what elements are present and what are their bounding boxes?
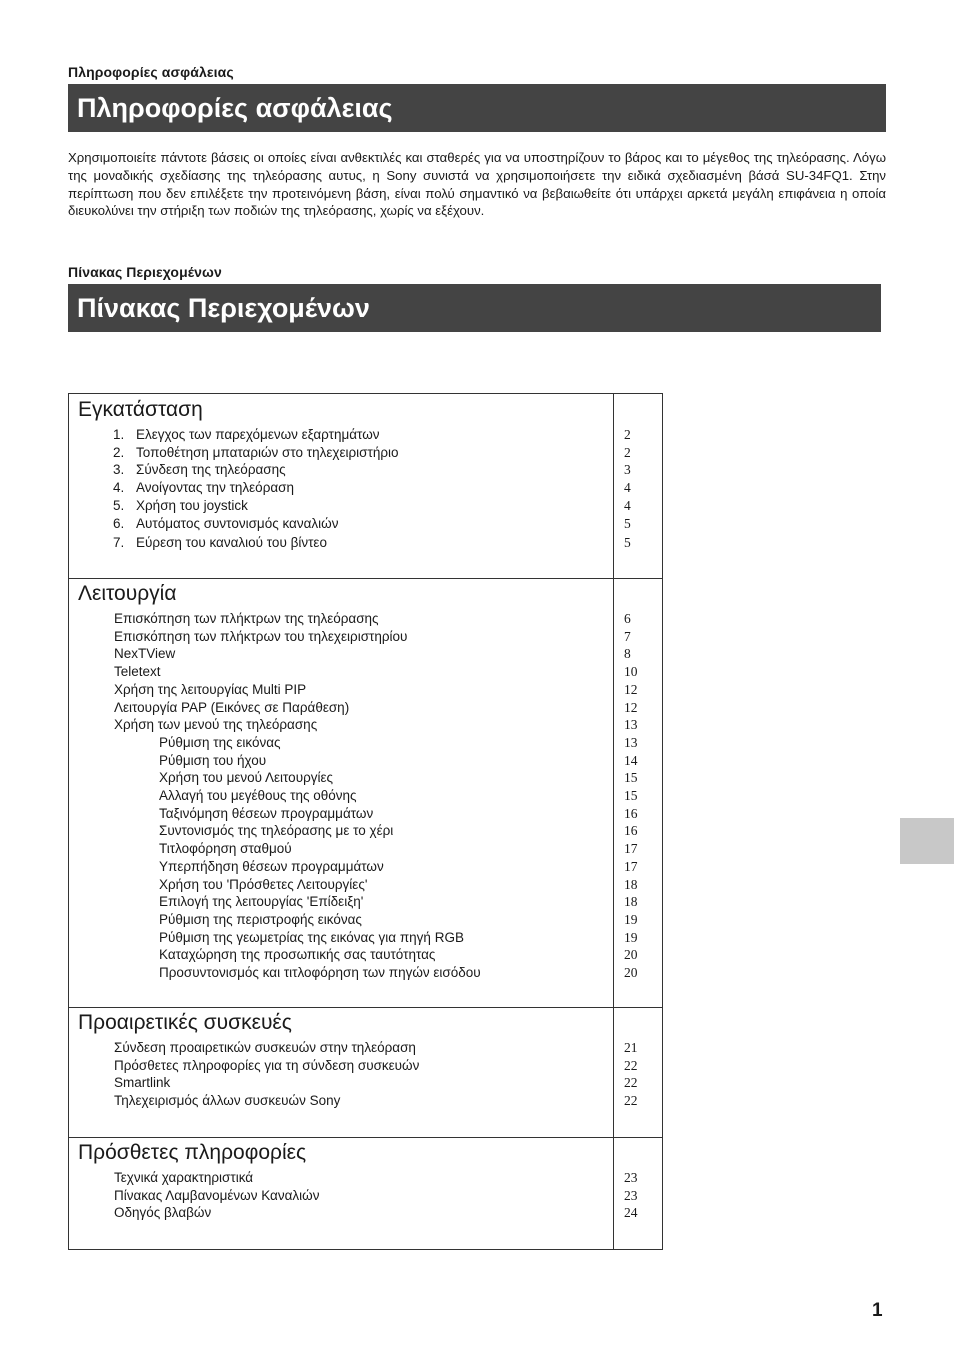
toc-entry-label: Ανοίγοντας την τηλεόραση [136,480,295,496]
toc-entry-label: Προσυντονισμός και τιτλοφόρηση των πηγών εισόδου [159,965,481,980]
toc-section-title: Εγκατάσταση [78,398,203,421]
page-number: 1 [872,1300,883,1321]
section-separator [69,578,662,579]
toc-entry-page: 24 [624,1205,638,1221]
contents-heading-banner: Πίνακας Περιεχομένων [68,284,881,332]
toc-entry[interactable] [69,822,613,840]
toc-entry-page: 15 [624,788,638,803]
toc-entry-label: Χρήση της λειτουργίας Multi PIP [114,681,307,697]
toc-entry-page: 16 [624,805,638,821]
toc-entry-page: 17 [624,841,638,857]
side-thumb-tab [900,818,954,864]
toc-entry-label: Επισκόπηση των πλήκτρων του τηλεχειριστηρίου [114,628,408,644]
toc-entry[interactable] [69,534,613,552]
toc-entry-label: Καταχώρηση της προσωπικής σας ταυτότητας [159,947,436,963]
toc-entry-label: Αλλαγή του μεγέθους της οθόνης [159,788,357,803]
toc-entry[interactable] [69,946,613,964]
toc-entry[interactable] [69,787,613,805]
toc-entry-page: 2 [624,444,631,460]
toc-entry-page: 23 [624,1187,638,1203]
toc-entry[interactable] [69,716,613,734]
toc-entry-number: 7. [113,534,125,550]
toc-entry-label: Υπερπήδηση θέσεων προγραμμάτων [159,858,384,874]
toc-section-title: Προαιρετικές συσκευές [78,1011,292,1034]
toc-entry-page: 12 [624,681,638,697]
toc-entry[interactable] [69,645,613,663]
toc-entry-page: 7 [624,628,631,644]
toc-entry-label: Ταξινόμηση θέσεων προγραμμάτων [159,805,374,821]
toc-entry[interactable] [69,426,613,444]
toc-entry-label: Χρήση του joystick [136,497,248,513]
toc-entry[interactable] [69,1057,613,1075]
toc-entry-label: Αυτόματος συντονισμός καναλιών [136,515,339,531]
toc-entry-label: Επιλογή της λειτουργίας 'Επίδειξη' [159,894,364,910]
toc-entry-label: Τιτλοφόρηση σταθμού [159,841,292,857]
toc-entry[interactable] [69,610,613,628]
toc-entry-page: 13 [624,717,638,733]
toc-entry[interactable] [69,1204,613,1222]
toc-entry[interactable] [69,840,613,858]
toc-entry[interactable] [69,515,613,533]
toc-entry[interactable] [69,444,613,462]
toc-entry-number: 1. [113,427,125,442]
table-of-contents [68,393,663,1250]
toc-entry[interactable] [69,628,613,646]
contents-running-header: Πίνακας Περιεχομένων [68,264,222,280]
toc-entry-number: 3. [113,462,125,478]
section-separator [69,1137,662,1138]
toc-entry[interactable] [69,734,613,752]
toc-entry-page: 5 [624,534,631,550]
toc-entry-label: Χρήση του 'Πρόσθετες Λειτουργίες' [159,876,368,892]
toc-entry-page: 5 [624,515,631,531]
toc-entry-page: 10 [624,664,638,680]
page-column-divider [613,394,614,1249]
toc-entry-page: 20 [624,947,638,963]
toc-entry[interactable] [69,911,613,929]
toc-entry-label: Σύνδεση προαιρετικών συσκευών στην τηλεόραση [114,1040,416,1055]
toc-entry-label: Επισκόπηση των πλήκτρων της τηλεόρασης [114,611,379,626]
toc-entry[interactable] [69,497,613,515]
toc-section-title: Πρόσθετες πληροφορίες [78,1141,307,1164]
toc-entry-page: 19 [624,911,638,927]
toc-entry[interactable] [69,1169,613,1187]
toc-entry-page: 21 [624,1040,638,1055]
toc-entry[interactable] [69,769,613,787]
toc-entry[interactable] [69,752,613,770]
safety-paragraph: Χρησιμοποιείτε πάντοτε βάσεις οι οποίες είναι ανθεκτιλές και σταθερές για να υποστηρίζουν το βάρος και το μέγεθος της τηλεόρασης. Λόγω της μοναδικής σχεδίασης της τηλεόρασης αυτυς, η Sony συνιστά να χρησιμοποιήσετε την ειδικά σχεδιασμένη βάσά SU-34FQ1. Στην περίπτωση που δεν επιλέξετε την προτεινόμενη βάση, είναι πολύ σημαντικό να βεβαιωθείτε ότι υπάρχει αρκετά μεγάλη επιφάνεια η οποία διευκολύνει την στήριξη των ποδιών της τηλεόρασης, χωρίς να εξέχουν. [68,150,886,219]
toc-entry[interactable] [69,893,613,911]
toc-entry-number: 4. [113,480,125,496]
toc-entry-label: Ελεγχος των παρεχόμενων εξαρτημάτων [136,427,380,442]
safety-running-header: Πληροφορίες ασφάλειας [68,64,234,80]
toc-entry-page: 18 [624,876,638,892]
toc-entry-page: 22 [624,1093,638,1109]
toc-entry-page: 14 [624,752,638,768]
toc-entry-label: Χρήση του μενού Λειτουργίες [159,770,334,786]
toc-entry[interactable] [69,929,613,947]
toc-entry-page: 16 [624,823,638,839]
toc-section-title: Λειτουργία [78,582,177,605]
toc-entry[interactable] [69,1092,613,1110]
toc-entry[interactable] [69,699,613,717]
toc-entry[interactable] [69,681,613,699]
safety-heading-banner: Πληροφορίες ασφάλειας [68,84,886,132]
toc-entry-number: 2. [113,444,125,460]
toc-entry-label: Πίνακας Λαμβανομένων Καναλιών [114,1187,320,1203]
toc-entry-label: Τεχνικά χαρακτηριστικά [114,1170,254,1185]
toc-entry-page: 12 [624,699,638,715]
toc-entry[interactable] [69,805,613,823]
toc-entry-page: 2 [624,427,631,442]
toc-entry-label: Ρύθμιση του ήχου [159,752,267,768]
toc-entry[interactable] [69,461,613,479]
toc-entry-page: 23 [624,1170,638,1185]
toc-entry-page: 22 [624,1075,638,1091]
toc-entry-page: 17 [624,858,638,874]
toc-entry-page: 6 [624,611,631,626]
toc-entry-page: 19 [624,929,638,945]
toc-entry-page: 18 [624,894,638,910]
toc-entry-page: 3 [624,462,631,478]
toc-entry-label: Τοποθέτηση μπαταριών στο τηλεχειριστήριο [136,444,399,460]
toc-entry-label: Συντονισμός της τηλεόρασης με το χέρι [159,823,394,839]
toc-entry-label: Teletext [114,664,161,680]
toc-entry-label: Smartlink [114,1075,171,1091]
toc-entry-page: 4 [624,480,631,496]
toc-entry-number: 5. [113,497,125,513]
toc-entry-page: 13 [624,734,638,750]
toc-entry-label: Ρύθμιση της γεωμετρίας της εικόνας για πηγή RGB [159,929,464,945]
toc-entry-label: Τηλεχειρισμός άλλων συσκευών Sony [114,1093,341,1109]
toc-entry-page: 8 [624,646,631,662]
toc-entry[interactable] [69,876,613,894]
toc-entry-label: Εύρεση του καναλιού του βίντεο [136,534,327,550]
toc-entry-page: 22 [624,1057,638,1073]
toc-entry[interactable] [69,1074,613,1092]
toc-entry-label: Χρήση των μενού της τηλεόρασης [114,717,318,733]
toc-entry-label: Σύνδεση της τηλεόρασης [136,462,286,478]
toc-entry-page: 4 [624,497,631,513]
toc-entry-number: 6. [113,515,125,531]
toc-entry-label: Ρύθμιση της περιστροφής εικόνας [159,911,362,927]
toc-entry[interactable] [69,663,613,681]
toc-entry[interactable] [69,1187,613,1205]
toc-entry[interactable] [69,479,613,497]
toc-entry-label: Οδηγός βλαβών [114,1205,212,1221]
toc-entry[interactable] [69,1039,613,1057]
toc-entry-label: Πρόσθετες πληροφορίες για τη σύνδεση συσκευών [114,1057,420,1073]
toc-entry[interactable] [69,858,613,876]
toc-entry-label: Λειτουργία PAP (Εικόνες σε Παράθεση) [114,699,350,715]
toc-entry-label: NexTView [114,646,176,662]
toc-entry-label: Ρύθμιση της εικόνας [159,734,281,750]
toc-entry[interactable] [69,964,613,982]
toc-entry-page: 20 [624,965,638,980]
toc-entry-page: 15 [624,770,638,786]
section-separator [69,1007,662,1008]
